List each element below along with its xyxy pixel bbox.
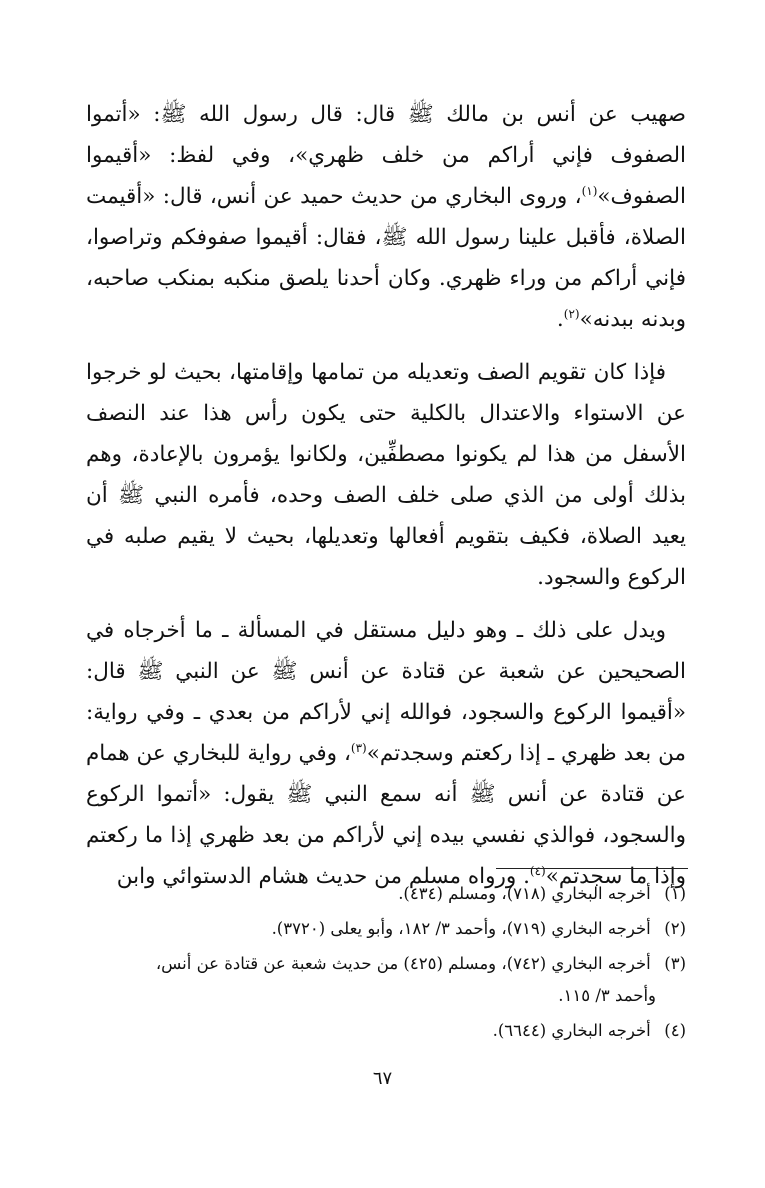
footnote-text: أخرجه البخاري (٧١٩)، وأحمد ٣/ ١٨٢، وأبو يعلى (٣٧٢٠). xyxy=(271,919,651,938)
paragraph-1-text-c: . xyxy=(556,307,564,332)
paragraph-1-text-b: ، وروى البخاري من حديث حميد عن أنس، قال: «أقيمت الصلاة، فأقبل علينا رسول الله ﷺ، فقال: أقيموا صفوفكم وتراصوا، فإني أراكم من وراء ظهري. وكان أحدنا يلصق منكبه بمنكب صاحبه، وبدنه ببدنه» xyxy=(86,184,686,332)
footnote-2 xyxy=(86,913,686,945)
paragraph-3-text-a: ويدل على ذلك ـ وهو دليل مستقل في المسألة ـ ما أخرجاه في الصحيحين عن شعبة عن قتادة عن أنس ﷺ عن النبي ﷺ قال: «أقيموا الركوع والسجود، فوالله إني لأراكم من بعدي ـ وفي رواية: من بعد ظهري ـ إذا ركعتم وسجدتم» xyxy=(86,618,687,766)
main-text xyxy=(86,94,686,897)
footnote-1 xyxy=(86,878,686,910)
footnote-number: (٤) xyxy=(664,1021,686,1040)
footnote-number: (١) xyxy=(664,884,686,903)
footnote-text: أخرجه البخاري (٦٦٤٤). xyxy=(492,1021,651,1040)
footnote-text: أخرجه البخاري (٧٤٢)، ومسلم (٤٢٥) من حديث شعبة عن قتادة عن أنس، xyxy=(155,954,651,973)
footnote-3 xyxy=(86,948,686,1012)
footnote-ref-3: (٣) xyxy=(350,740,367,755)
paragraph-2 xyxy=(86,352,686,598)
footnotes xyxy=(86,878,686,1050)
footnote-4 xyxy=(86,1015,686,1047)
page-number: ٦٧ xyxy=(372,1068,393,1089)
footnote-number: (٢) xyxy=(664,919,686,938)
paragraph-3-text-b: ، وفي رواية للبخاري عن همام عن قتادة عن أنس ﷺ أنه سمع النبي ﷺ يقول: «أتموا الركوع والسجود، فوالذي نفسي بيده إني لأراكم من بعد ظهري إذا ما ركعتم وإذا ما سجدتم» xyxy=(86,741,686,889)
footnote-ref-4: (٤) xyxy=(529,863,546,878)
footnote-number: (٣) xyxy=(664,954,686,973)
footnote-ref-2: (٢) xyxy=(563,306,580,321)
paragraph-2-text: فإذا كان تقويم الصف وتعديله من تمامها وإقامتها، بحيث لو خرجوا عن الاستواء والاعتدال بالكلية حتى يكون رأس هذا عند النصف الأسفل من هذا لم يكونوا مصطفِّين، ولكانوا يؤمرون بالإعادة، وهم بذلك أولى من الذي صلى خلف الصف وحده، فأمره النبي ﷺ أن يعيد الصلاة، فكيف بتقويم أفعالها وتعديلها، بحيث لا يقيم صلبه في الركوع والسجود. xyxy=(86,360,686,590)
paragraph-1 xyxy=(86,94,686,340)
paragraph-1-text-a: صهيب عن أنس بن مالك ﷺ قال: قال رسول الله ﷺ: «أتموا الصفوف فإني أراكم من خلف ظهري»، وفي لفظ: «أقيموا الصفوف» xyxy=(86,102,686,209)
paragraph-3-text-c: . ورواه مسلم من حديث هشام الدستوائي وابن xyxy=(116,864,530,889)
footnote-ref-1: (١) xyxy=(581,183,598,198)
paragraph-3 xyxy=(86,610,686,897)
footnote-text-continuation: وأحمد ٣/ ١١٥. xyxy=(558,986,656,1005)
footnote-text: أخرجه البخاري (٧١٨)، ومسلم (٤٣٤). xyxy=(398,884,651,903)
footnote-divider xyxy=(496,868,688,869)
